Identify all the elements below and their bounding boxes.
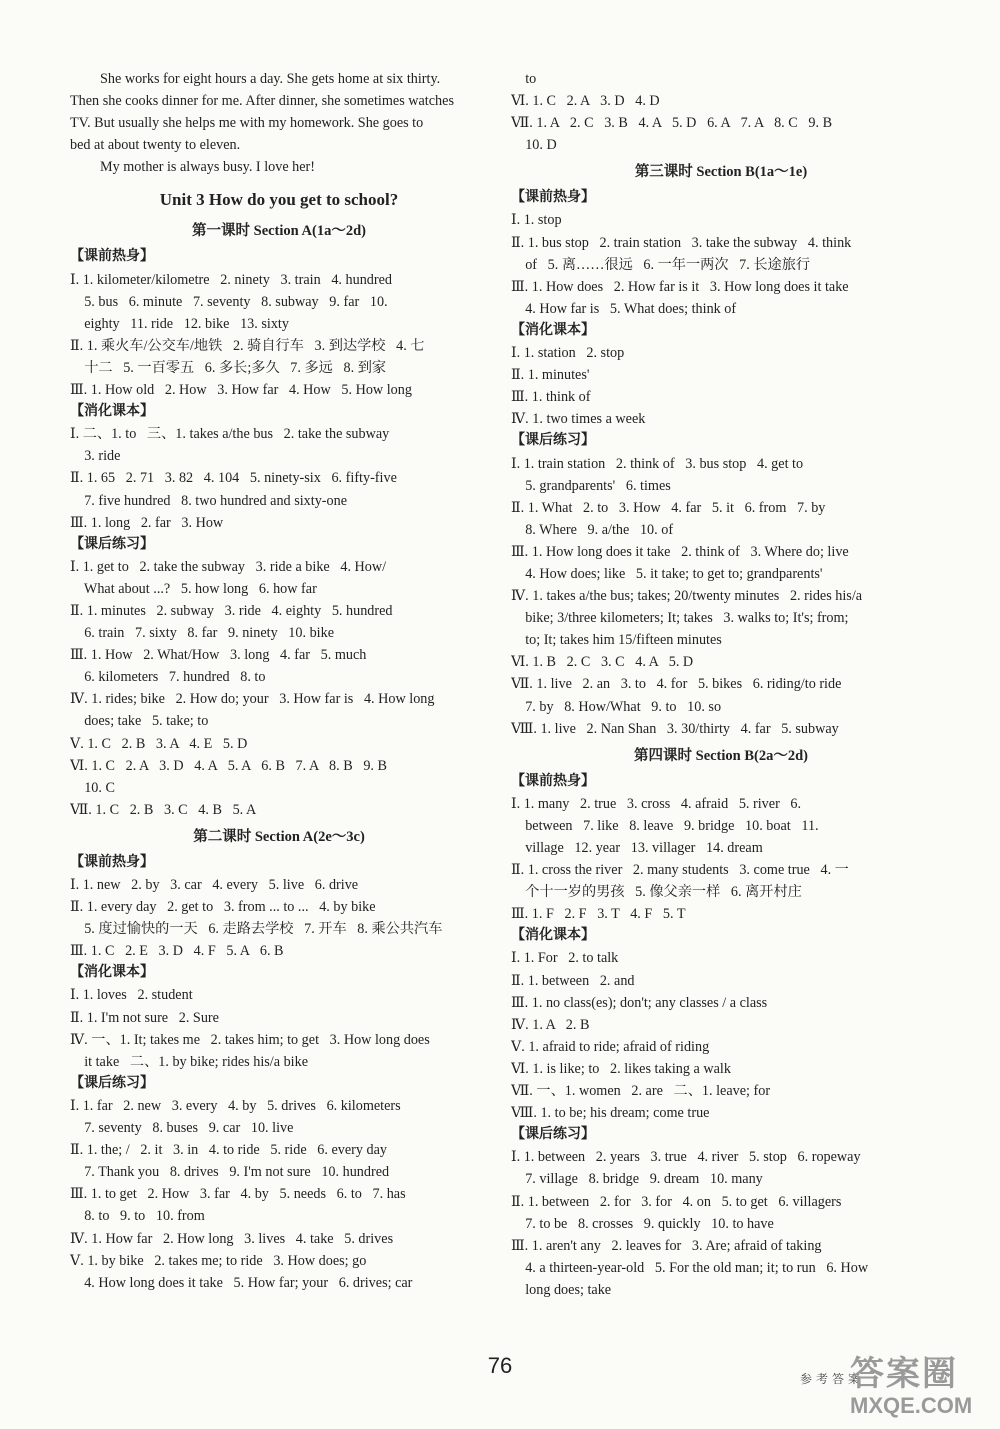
section-title: 第二课时 Section A(2e～3c) [193, 828, 365, 845]
answer-line: Ⅳ. 1. How far 2. How long 3. lives 4. take 5. drives [70, 1230, 394, 1247]
answer-line: Ⅴ. 1. afraid to ride; afraid of riding [511, 1038, 710, 1055]
answer-line: Ⅵ. 1. C 2. A 3. D 4. D [511, 93, 660, 110]
answer-line: 7. seventy 8. buses 9. car 10. live [70, 1120, 294, 1137]
answer-line: Ⅲ. 1. F 2. F 3. T 4. F 5. T [511, 906, 686, 923]
answer-line: 6. kilometers 7. hundred 8. to [70, 669, 266, 686]
section-lesson-3 [511, 161, 931, 739]
story-line: bed at about twenty to eleven. [70, 137, 241, 154]
left-column [70, 68, 488, 1294]
answer-line: Ⅶ. 一、1. women 2. are 二、1. leave; for [511, 1083, 771, 1100]
section-header: 【消化课本】 [511, 928, 595, 944]
answer-line: Ⅰ. 1. between 2. years 3. true 4. river 5. stop 6. ropeway [511, 1149, 861, 1166]
section-title: 第四课时 Section B(2a～2d) [634, 747, 808, 764]
answer-line: Ⅳ. 一、1. It; takes me 2. takes him; to get 3. How long does [70, 1031, 430, 1048]
story-line: She works for eight hours a day. She gets home at six thirty. [100, 71, 441, 87]
answer-line: What about ...? 5. how long 6. how far [70, 580, 317, 597]
story-line: Then she cooks dinner for me. After dinner, she sometimes watches [70, 93, 454, 110]
answer-line: 7. by 8. How/What 9. to 10. so [511, 698, 722, 715]
answer-line: Ⅰ. 1. far 2. new 3. every 4. by 5. drives 6. kilometers [70, 1097, 401, 1114]
answer-line: 6. train 7. sixty 8. far 9. ninety 10. bike [70, 625, 335, 642]
answer-line: 5. 度过愉快的一天 6. 走路去学校 7. 开车 8. 乘公共汽车 [70, 921, 443, 938]
answer-line: to [511, 71, 537, 87]
answer-line: Ⅲ. 1. no class(es); don't; any classes / a class [511, 994, 768, 1011]
answer-line: 十二 5. 一百零五 6. 多长;多久 7. 多远 8. 到家 [70, 359, 387, 376]
answer-line: Ⅷ. 1. live 2. Nan Shan 3. 30/thirty 4. far 5. subway [511, 720, 839, 737]
answer-line: Ⅱ. 1. I'm not sure 2. Sure [70, 1009, 219, 1026]
answer-line: Ⅱ. 1. cross the river 2. many students 3. come true 4. 一 [511, 862, 849, 879]
answer-line: Ⅱ. 1. bus stop 2. train station 3. take the subway 4. think [511, 234, 852, 251]
section-header: 【课前热身】 [70, 249, 154, 265]
answer-line: Ⅰ. 1. kilometer/kilometre 2. ninety 3. train 4. hundred [70, 271, 392, 288]
answer-line: Ⅶ. 1. C 2. B 3. C 4. B 5. A [70, 801, 257, 818]
answer-line: Ⅵ. 1. is like; to 2. likes taking a walk [511, 1060, 731, 1077]
answer-line: eighty 11. ride 12. bike 13. sixty [70, 315, 289, 332]
answer-line: Ⅳ. 1. two times a week [511, 411, 646, 428]
section-title: 第三课时 Section B(1a～1e) [634, 164, 808, 181]
answer-line: Ⅳ. 1. rides; bike 2. How do; your 3. How far is 4. How long [70, 691, 435, 708]
answer-line: Ⅱ. 1. What 2. to 3. How 4. far 5. it 6. from 7. by [511, 499, 826, 516]
answer-line: Ⅰ. 1. train station 2. think of 3. bus stop 4. get to [511, 455, 804, 472]
answer-line: Ⅶ. 1. A 2. C 3. B 4. A 5. D 6. A 7. A 8. C 9. B [511, 115, 833, 132]
answer-line: does; take 5. take; to [70, 713, 209, 730]
answer-line: 8. Where 9. a/the 10. of [511, 521, 674, 538]
answer-line: Ⅰ. 1. new 2. by 3. car 4. every 5. live 6. drive [70, 877, 359, 893]
answer-line: 5. bus 6. minute 7. seventy 8. subway 9. far 10. [70, 293, 388, 310]
answer-line: Ⅱ. 1. every day 2. get to 3. from ... to ... 4. by bike [70, 899, 376, 916]
answer-line: 4. How long does it take 5. How far; your 6. drives; car [70, 1274, 413, 1291]
answer-line: Ⅳ. 1. takes a/the bus; takes; 20/twenty minutes 2. rides his/a [511, 588, 863, 605]
answer-line: Ⅳ. 1. A 2. B [511, 1016, 590, 1033]
answer-line: 4. How far is 5. What does; think of [511, 300, 737, 317]
answer-line: Ⅲ. 1. aren't any 2. leaves for 3. Are; afraid of taking [511, 1237, 822, 1254]
story-closing-line: My mother is always busy. I love her! [100, 159, 316, 176]
watermark-text: 答案圈 [850, 1355, 958, 1393]
section-lesson-1 [70, 220, 488, 820]
answer-line: Ⅱ. 1. the; / 2. it 3. in 4. to ride 5. ride 6. every day [70, 1142, 387, 1159]
answer-line: Ⅷ. 1. to be; his dream; come true [511, 1105, 710, 1122]
answer-line: 4. a thirteen-year-old 5. For the old man; it; to run 6. How [511, 1259, 869, 1276]
footer-label: 参考答案 [800, 1372, 865, 1386]
story-line: TV. But usually she helps me with my homework. She goes to [70, 115, 424, 132]
answer-line: Ⅱ. 1. minutes' [511, 367, 590, 384]
section-title: 第一课时 Section A(1a～2d) [192, 223, 366, 240]
answer-line: Ⅶ. 1. live 2. an 3. to 4. for 5. bikes 6. riding/to ride [511, 676, 842, 693]
answer-line: it take 二、1. by bike; rides his/a bike [70, 1053, 308, 1070]
answer-line: Ⅵ. 1. B 2. C 3. C 4. A 5. D [511, 654, 694, 671]
answer-line: Ⅱ. 1. between 2. for 3. for 4. on 5. to get 6. villagers [511, 1193, 842, 1210]
answer-line: to; It; takes him 15/fifteen minutes [511, 632, 722, 649]
page-number: 76 [487, 1353, 513, 1378]
answer-line: long does; take [511, 1281, 612, 1298]
section-header: 【课前热身】 [511, 190, 595, 206]
section-header: 【课前热身】 [511, 773, 595, 789]
answer-line: Ⅵ. 1. C 2. A 3. D 4. A 5. A 6. B 7. A 8. B 9. B [70, 757, 387, 774]
answer-line: Ⅰ. 1. get to 2. take the subway 3. ride a bike 4. How/ [70, 558, 387, 575]
answer-line: Ⅱ. 1. between 2. and [511, 972, 635, 989]
answer-line: Ⅰ. 二、1. to 三、1. takes a/the bus 2. take the subway [70, 426, 390, 443]
story-paragraph [70, 68, 488, 156]
answer-line: 8. to 9. to 10. from [70, 1208, 205, 1225]
answer-line: Ⅲ. 1. long 2. far 3. How [70, 514, 224, 531]
section-header: 【课后练习】 [70, 1075, 154, 1091]
answer-line: Ⅴ. 1. C 2. B 3. A 4. E 5. D [70, 735, 248, 752]
answer-line: 10. C [70, 779, 115, 796]
answer-line: Ⅰ. 1. station 2. stop [511, 345, 625, 362]
answer-line: Ⅲ. 1. How long does it take 2. think of 3. Where do; live [511, 543, 849, 560]
answer-line: 个十一岁的男孩 5. 像父亲一样 6. 离开村庄 [511, 884, 802, 901]
answer-line: Ⅲ. 1. How 2. What/How 3. long 4. far 5. much [70, 647, 367, 664]
answer-line: 10. D [511, 137, 557, 154]
answer-line: 4. How does; like 5. it take; to get to; grandparents' [511, 565, 823, 582]
section-lesson-4 [511, 745, 931, 1301]
answer-line: between 7. like 8. leave 9. bridge 10. boat 11. [511, 817, 819, 834]
continued-answers [511, 68, 931, 156]
answer-line: 3. ride [70, 448, 121, 465]
section-header: 【课前热身】 [70, 854, 154, 870]
watermark-logo [850, 1355, 1000, 1429]
answer-line: Ⅰ. 1. For 2. to talk [511, 950, 619, 967]
answer-line: Ⅲ. 1. think of [511, 389, 591, 406]
answer-line: Ⅱ. 1. 65 2. 71 3. 82 4. 104 5. ninety-six 6. fifty-five [70, 470, 397, 487]
answer-line: Ⅱ. 1. 乘火车/公交车/地铁 2. 骑自行车 3. 到达学校 4. 七 [70, 337, 425, 354]
section-header: 【消化课本】 [70, 965, 154, 981]
answer-line: Ⅰ. 1. loves 2. student [70, 987, 193, 1004]
answer-line: Ⅰ. 1. many 2. true 3. cross 4. afraid 5. river 6. [511, 795, 802, 812]
answer-line: 7. Thank you 8. drives 9. I'm not sure 10. hundred [70, 1164, 390, 1181]
section-header: 【消化课本】 [70, 404, 154, 420]
right-column [511, 68, 931, 1301]
answer-line: Ⅲ. 1. How does 2. How far is it 3. How long does it take [511, 278, 849, 295]
answer-line: Ⅰ. 1. stop [511, 212, 562, 229]
answer-line: 7. five hundred 8. two hundred and sixty-one [70, 492, 347, 509]
section-lesson-2 [70, 826, 488, 1294]
answer-line: Ⅲ. 1. to get 2. How 3. far 4. by 5. needs 6. to 7. has [70, 1186, 406, 1203]
answer-line: 7. village 8. bridge 9. dream 10. many [511, 1171, 763, 1188]
section-header: 【课后练习】 [511, 433, 595, 449]
answer-line: 7. to be 8. crosses 9. quickly 10. to have [511, 1215, 774, 1232]
answer-line: Ⅲ. 1. How old 2. How 3. How far 4. How 5. How long [70, 382, 412, 399]
unit-title: Unit 3 How do you get to school? [159, 190, 399, 210]
section-header: 【消化课本】 [511, 322, 595, 338]
answer-line: 5. grandparents' 6. times [511, 477, 671, 494]
section-header: 【课后练习】 [70, 536, 154, 552]
watermark-url: MXQE.COM [850, 1393, 973, 1418]
answer-line: Ⅲ. 1. C 2. E 3. D 4. F 5. A 6. B [70, 943, 284, 960]
answer-line: Ⅱ. 1. minutes 2. subway 3. ride 4. eighty 5. hundred [70, 602, 393, 619]
answer-line: of 5. 离……很远 6. 一年一两次 7. 长途旅行 [511, 256, 811, 273]
answer-line: Ⅴ. 1. by bike 2. takes me; to ride 3. How does; go [70, 1252, 367, 1269]
section-header: 【课后练习】 [511, 1127, 595, 1143]
answer-line: village 12. year 13. villager 14. dream [511, 840, 763, 856]
answer-line: bike; 3/three kilometers; It; takes 3. walks to; It's; from; [511, 610, 849, 627]
